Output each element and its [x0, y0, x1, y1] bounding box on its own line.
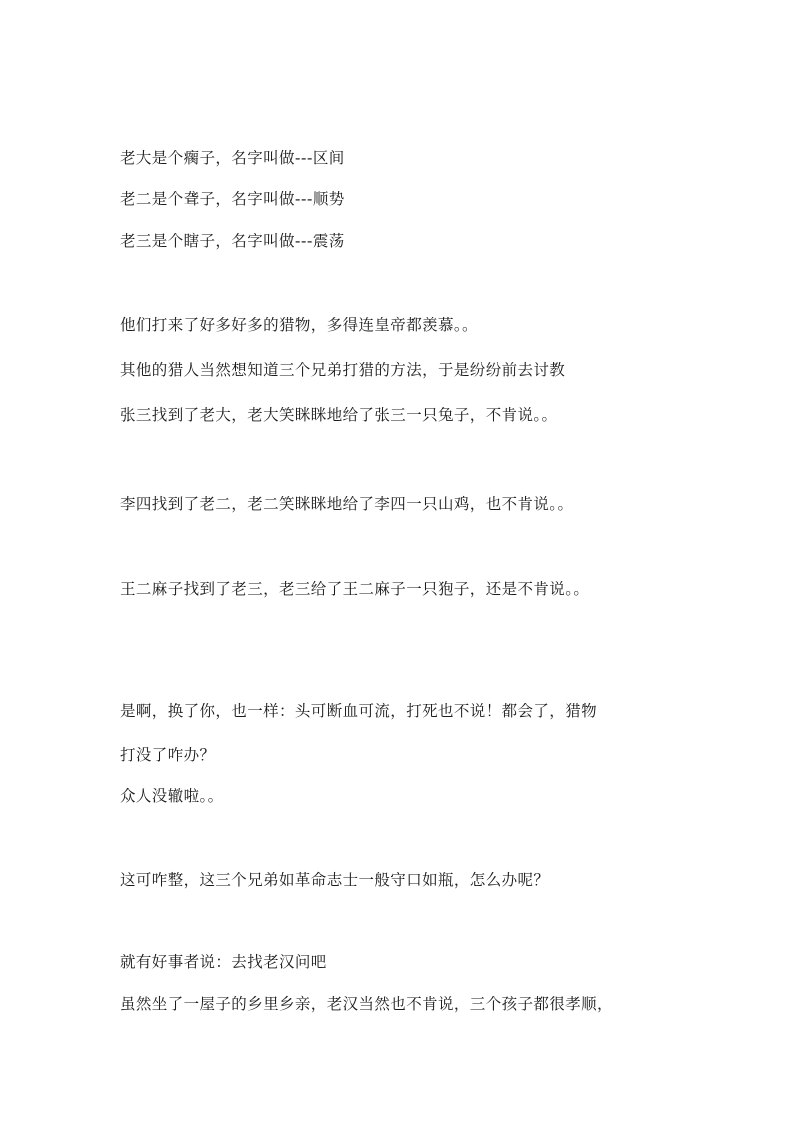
text-line: 打没了咋办？ — [120, 746, 216, 764]
text-line: 就有好事者说：去找老汉问吧 — [120, 953, 327, 971]
text-line: 李四找到了老二，老二笑眯眯地给了李四一只山鸡，也不肯说。。 — [120, 495, 574, 513]
text-line: 他们打来了好多好多的猎物，多得连皇帝都羡慕。。 — [120, 316, 478, 334]
text-line: 老大是个瘸子，名字叫做---区间 — [120, 149, 345, 167]
text-line: 张三找到了老大，老大笑眯眯地给了张三一只兔子，不肯说。。 — [120, 406, 558, 424]
text-line: 老三是个瞎子，名字叫做---震荡 — [120, 232, 345, 250]
text-line: 虽然坐了一屋子的乡里乡亲，老汉当然也不肯说，三个孩子都很孝顺， — [120, 995, 613, 1013]
text-line: 其他的猎人当然想知道三个兄弟打猎的方法，于是纷纷前去讨教 — [120, 361, 566, 379]
text-line: 众人没辙啦。。 — [120, 787, 224, 805]
text-line: 老二是个聋子，名字叫做---顺势 — [120, 190, 345, 208]
text-line: 王二麻子找到了老三，老三给了王二麻子一只狍子，还是不肯说。。 — [120, 580, 590, 598]
text-line: 是啊，换了你，也一样：头可断血可流，打死也不说！都会了，猎物 — [120, 702, 598, 720]
text-line: 这可咋整，这三个兄弟如革命志士一般守口如瓶，怎么办呢？ — [120, 871, 550, 889]
